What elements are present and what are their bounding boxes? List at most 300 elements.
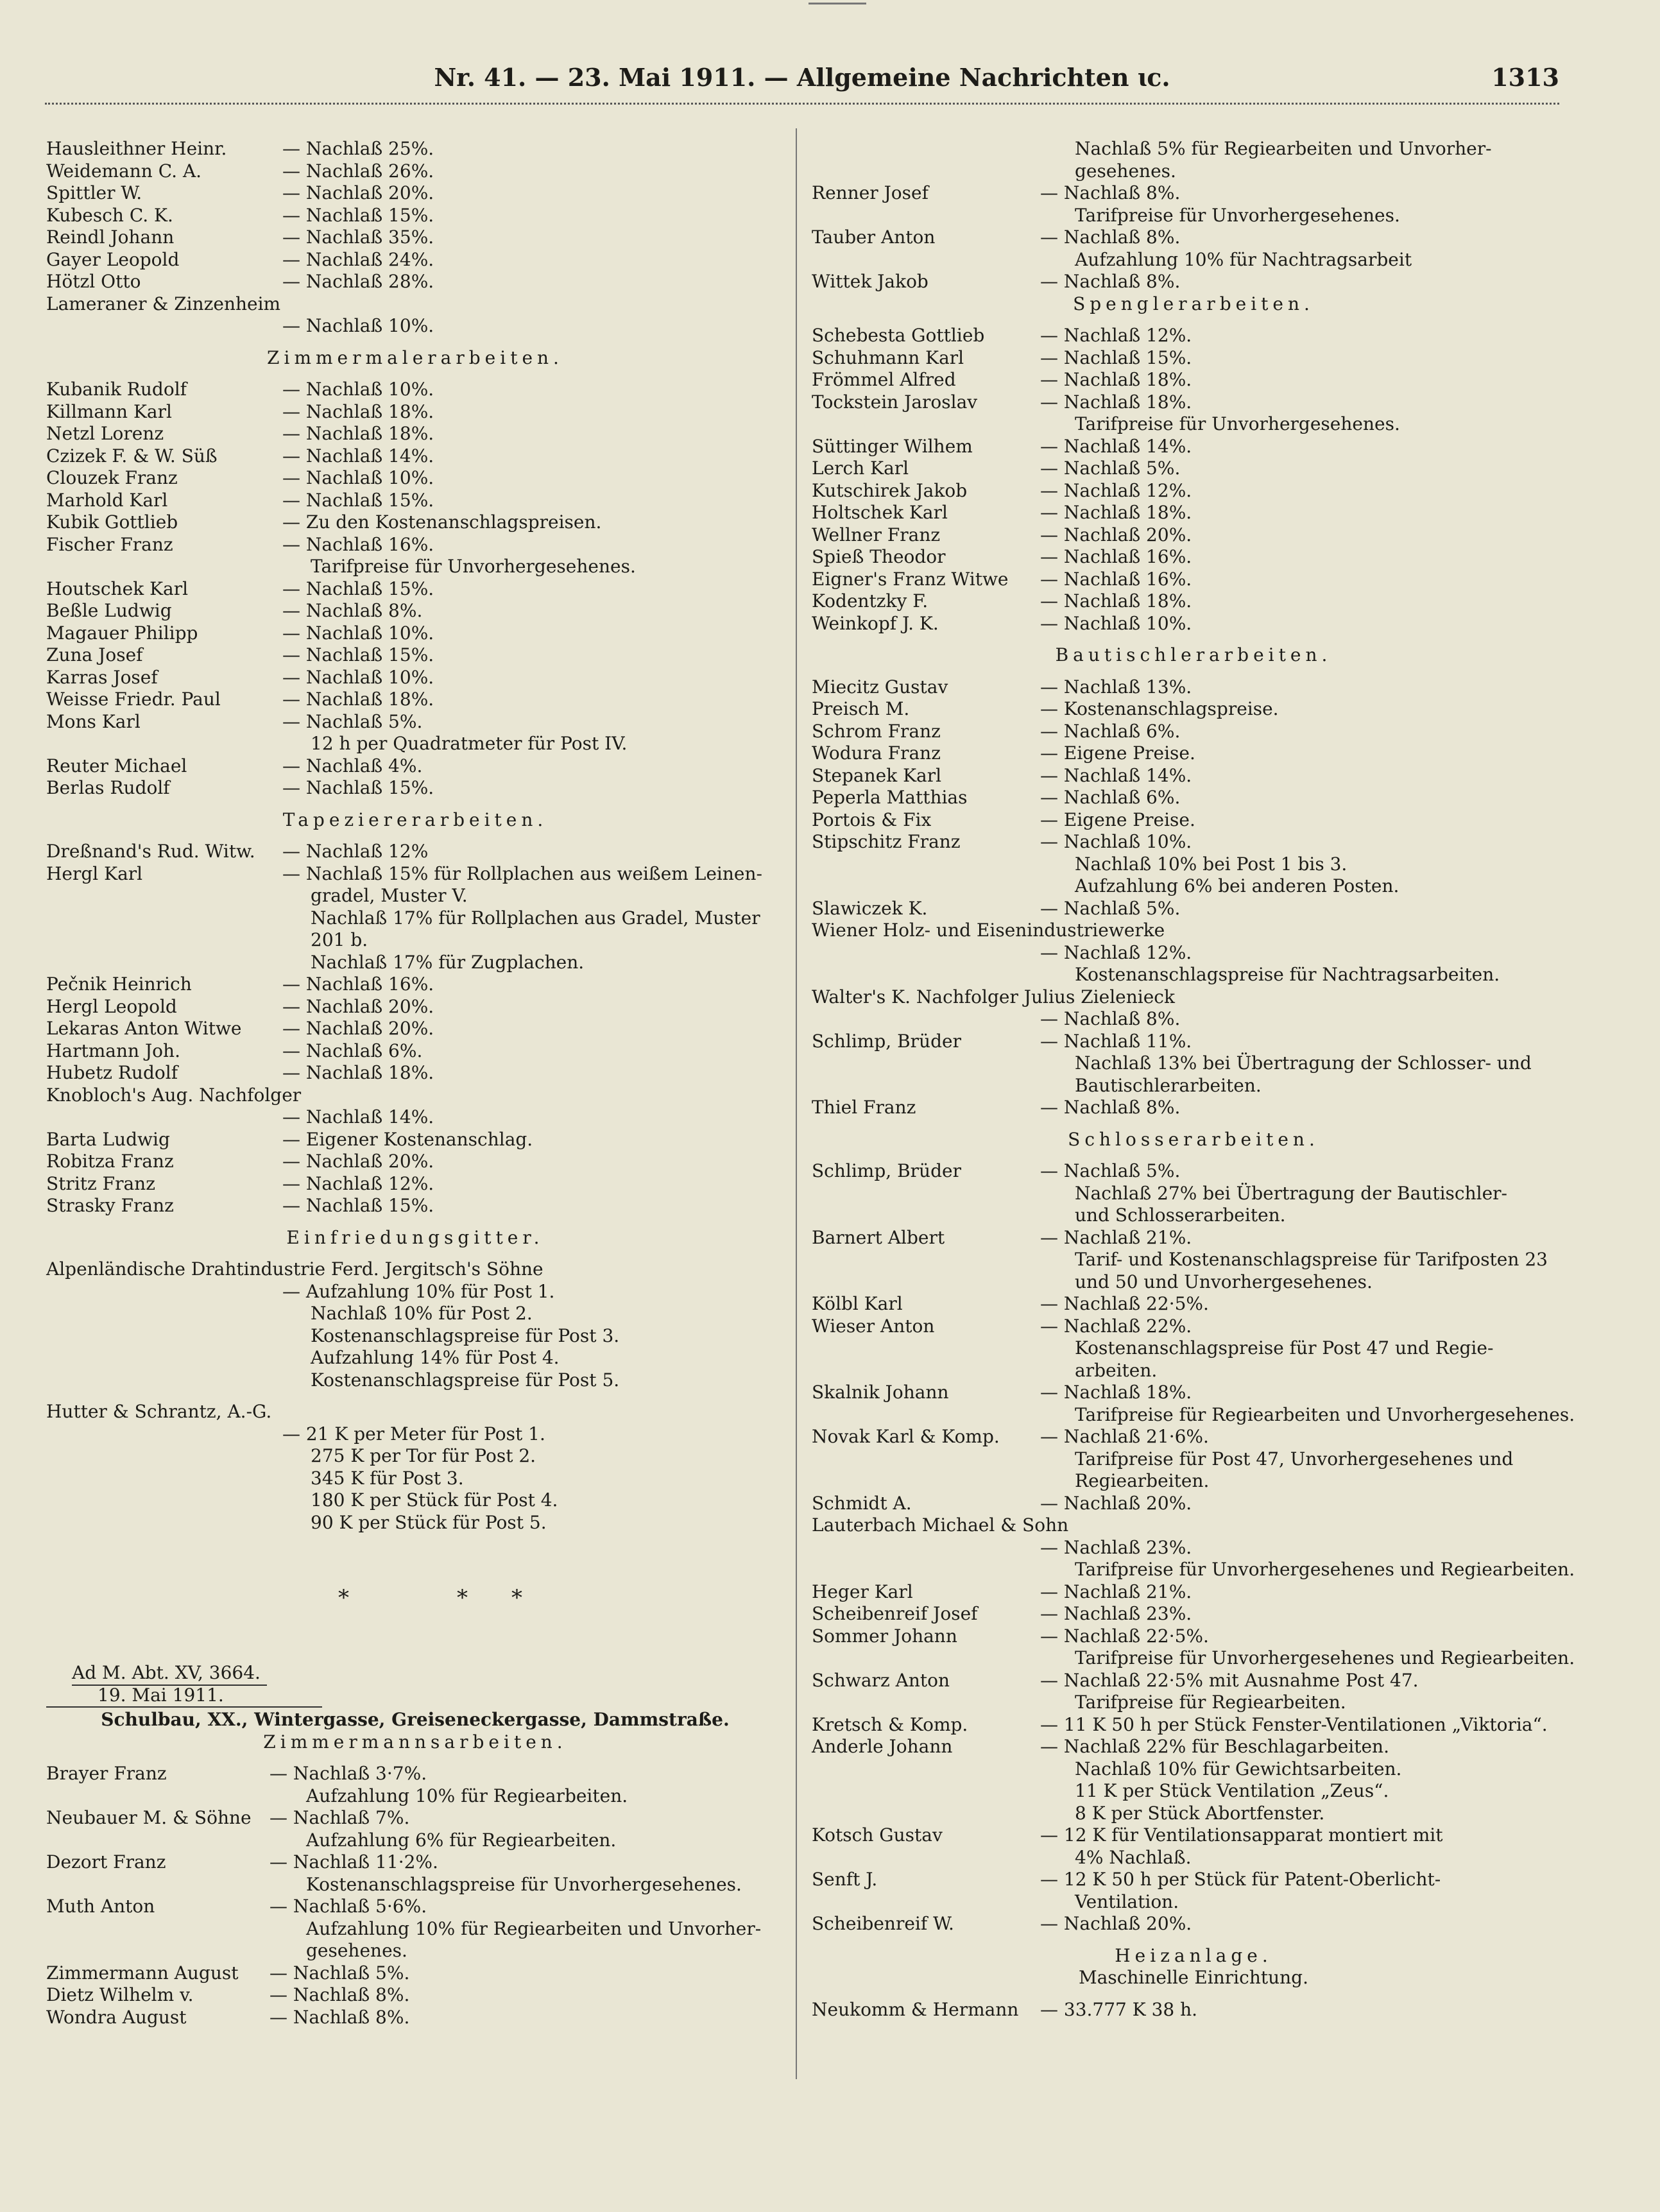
firm-name: Schrom Franz: [812, 720, 941, 742]
entry-line: [812, 1337, 1575, 1360]
entry-line: [812, 325, 1575, 347]
firm-name: Barnert Albert: [812, 1226, 945, 1248]
entry-terms: — Nachlaß 20%.: [282, 1018, 434, 1039]
firm-name: Wiener Holz- und Eisenindustriewerke: [812, 920, 1165, 941]
firm-name: Dreßnand's Rud. Witw.: [46, 841, 255, 862]
entry-terms: — 12 K für Ventilationsapparat montiert mit: [1040, 1824, 1443, 1846]
entry-terms: — Nachlaß 15%.: [282, 644, 434, 665]
firm-name: Lauterbach Michael & Sohn: [812, 1514, 1069, 1536]
entry-line: [46, 182, 784, 205]
spacer: [46, 1217, 784, 1227]
entry-terms: Aufzahlung 10% für Nachtragsarbeit: [1075, 248, 1412, 270]
page-title: Nr. 41. — 23. Mai 1911. — Allgemeine Nachrichten ɩc.: [434, 63, 1170, 92]
entry-line: [812, 1803, 1575, 1825]
entry-line: [812, 249, 1575, 271]
entry-terms: — Nachlaß 10%.: [1040, 831, 1192, 852]
firm-name: Kölbl Karl: [812, 1293, 903, 1314]
firm-name: Hergl Leopold: [46, 995, 177, 1017]
firm-name: Neukomm & Hermann: [812, 1998, 1019, 2020]
star: *: [457, 1585, 468, 1611]
firm-name: Hergl Karl: [46, 862, 143, 884]
entry-line: [812, 1603, 1575, 1625]
entry-line: [46, 973, 784, 996]
entry-terms: — Nachlaß 20%.: [282, 995, 434, 1017]
entry-terms: — Nachlaß 18%.: [282, 400, 434, 422]
firm-name: Hutter & Schrantz, A.-G.: [46, 1401, 272, 1422]
entry-line: [46, 1918, 784, 1941]
firm-name: Wodura Franz: [812, 742, 941, 764]
firm-name: Wellner Franz: [812, 524, 941, 545]
firm-name: Eigner's Franz Witwe: [812, 568, 1009, 590]
entry-line: [812, 369, 1575, 391]
entry-line: [812, 920, 1575, 942]
entry-terms: — Nachlaß 18%.: [1040, 502, 1192, 523]
entry-terms: 345 K für Post 3.: [311, 1467, 464, 1489]
entry-terms: — Nachlaß 11%.: [1040, 1030, 1192, 1052]
firm-name: Fischer Franz: [46, 533, 173, 555]
spacer: [46, 1617, 784, 1662]
entry-line: [812, 1360, 1575, 1382]
entry-terms: Aufzahlung 6% bei anderen Posten.: [1075, 875, 1399, 896]
firm-name: Beßle Ludwig: [46, 600, 172, 621]
entry-terms: — Nachlaß 5%.: [1040, 1160, 1181, 1181]
entry-line: [46, 490, 784, 512]
entry-terms: — Nachlaß 20%.: [1040, 1913, 1192, 1934]
firm-name: Weinkopf J. K.: [812, 612, 939, 634]
entry-line: [46, 1489, 784, 1512]
entry-line: [46, 534, 784, 556]
top-edge-mark: [809, 3, 866, 10]
entry-terms: — Nachlaß 15%.: [282, 777, 434, 798]
entry-line: [812, 1913, 1575, 1935]
entry-terms: — Nachlaß 18%.: [1040, 1382, 1192, 1403]
entry-line: [812, 480, 1575, 502]
entry-line: [812, 1670, 1575, 1692]
entry-terms: — Nachlaß 5%.: [282, 710, 423, 732]
firm-name: Czizek F. & W. Süß: [46, 445, 218, 467]
entry-terms: Tarifpreise für Unvorhergesehenes.: [311, 556, 636, 577]
entry-line: [812, 436, 1575, 458]
entry-line: [46, 1040, 784, 1063]
firm-name: Skalnik Johann: [812, 1382, 949, 1403]
entry-line: [46, 1325, 784, 1348]
entry-line: [812, 1758, 1575, 1781]
page-header: [45, 63, 1559, 101]
entry-terms: — Nachlaß 6%.: [1040, 720, 1181, 742]
firm-name: Spieß Theodor: [812, 546, 946, 567]
spacer: [812, 1989, 1575, 1999]
firm-name: Frömmel Alfred: [812, 369, 956, 390]
section-heading: Tapeziererarbeiten.: [282, 809, 548, 830]
entry-terms: — Nachlaß 15%.: [282, 204, 434, 226]
entry-line: [46, 1830, 784, 1852]
entry-line: [812, 1227, 1575, 1249]
entry-line: [46, 379, 784, 401]
entry-terms: — Nachlaß 18%.: [1040, 391, 1192, 413]
entry-line: [46, 401, 784, 424]
entry-terms: — Nachlaß 18%.: [1040, 369, 1192, 390]
entry-line: [46, 423, 784, 445]
section-heading: Einfriedungsgitter.: [286, 1226, 544, 1248]
entry-terms: Kostenanschlagspreise für Unvorhergesehenes.: [306, 1873, 742, 1895]
firm-name: Slawiczek K.: [812, 897, 928, 919]
entry-line: [812, 853, 1575, 876]
entry-line: [46, 1258, 784, 1281]
entry-terms: Ventilation.: [1075, 1890, 1179, 1912]
entry-line: [46, 1423, 784, 1446]
subsection-heading: Maschinelle Einrichtung.: [1078, 1967, 1308, 1988]
entry-terms: — Nachlaß 15%.: [282, 489, 434, 511]
entry-terms: Nachlaß 10% bei Post 1 bis 3.: [1075, 853, 1348, 875]
entry-terms: gradel, Muster V.: [311, 885, 468, 906]
spacer: [46, 1391, 784, 1401]
entry-line: [812, 1160, 1575, 1183]
entry-terms: — Nachlaß 14%.: [1040, 764, 1192, 786]
entry-terms: — Kostenanschlagspreise.: [1040, 698, 1279, 719]
entry-terms: — 12 K 50 h per Stück für Patent-Oberlicht-: [1040, 1869, 1441, 1890]
entry-line: [812, 391, 1575, 414]
entry-line: [812, 1271, 1575, 1294]
entry-terms: Bautischlerarbeiten.: [1075, 1074, 1262, 1096]
entry-line: [812, 347, 1575, 370]
firm-name: Dietz Wilhelm v.: [46, 1984, 194, 2005]
entry-line: [46, 777, 784, 800]
entry-terms: — Nachlaß 21%.: [1040, 1226, 1192, 1248]
entry-line: [812, 1031, 1575, 1053]
entry-terms: — Aufzahlung 10% für Post 1.: [282, 1280, 555, 1302]
entry-terms: — Nachlaß 15%.: [282, 578, 434, 599]
project-heading: Schulbau, XX., Wintergasse, Greiseneckergasse, Dammstraße.: [101, 1709, 730, 1730]
entry-line: [812, 458, 1575, 480]
spacer: [812, 315, 1575, 325]
firm-name: Strasky Franz: [46, 1195, 174, 1216]
entry-terms: — Nachlaß 8%.: [282, 600, 423, 621]
entry-line: [46, 271, 784, 293]
entry-terms: — Nachlaß 6%.: [282, 1040, 423, 1061]
firm-name: Killmann Karl: [46, 400, 172, 422]
entry-line: [46, 885, 784, 907]
entry-terms: — Nachlaß 5%.: [1040, 897, 1181, 919]
firm-name: Senft J.: [812, 1869, 878, 1890]
entry-line: [812, 1999, 1575, 2021]
entry-terms: — Nachlaß 14%.: [1040, 435, 1192, 457]
entry-terms: — Nachlaß 18%.: [1040, 590, 1192, 612]
entry-line: [812, 502, 1575, 524]
entry-line: [812, 590, 1575, 613]
entry-terms: Aufzahlung 10% für Regiearbeiten.: [306, 1785, 628, 1806]
firm-name: Dezort Franz: [46, 1851, 166, 1873]
firm-name: Kubik Gottlieb: [46, 511, 178, 533]
entry-terms: Nachlaß 10% für Post 2.: [311, 1303, 533, 1324]
firm-name: Hubetz Rudolf: [46, 1062, 178, 1083]
entry-terms: Tarifpreise für Regiearbeiten und Unvorhergesehenes.: [1075, 1403, 1575, 1425]
entry-terms: — Nachlaß 14%.: [282, 1106, 434, 1127]
entry-terms: Nachlaß 13% bei Übertragung der Schlosser- und: [1075, 1052, 1532, 1074]
spacer: [46, 1753, 784, 1763]
entry-terms: Tarif- und Kostenanschlagspreise für Tarifposten 23: [1075, 1249, 1548, 1270]
entry-line: [812, 1514, 1575, 1537]
entry-terms: 12 h per Quadratmeter für Post IV.: [311, 733, 628, 754]
entry-line: [46, 1896, 784, 1918]
entry-terms: — Nachlaß 12%: [282, 841, 429, 862]
entry-line: [46, 929, 784, 952]
entry-line: [46, 160, 784, 183]
entry-terms: 4% Nachlaß.: [1075, 1846, 1192, 1868]
entry-line: [46, 600, 784, 622]
firm-name: Schmidt A.: [812, 1492, 912, 1514]
entry-terms: Nachlaß 10% für Gewichtsarbeiten.: [1075, 1758, 1402, 1779]
firm-name: Robitza Franz: [46, 1151, 174, 1172]
reference-date: [46, 1685, 784, 1707]
entry-line: [812, 831, 1575, 853]
firm-name: Walter's K. Nachfolger Julius Zielenieck: [812, 986, 1175, 1007]
entry-line: [812, 1714, 1575, 1736]
entry-line: [46, 689, 784, 711]
entry-line: [46, 1874, 784, 1896]
spacer: [46, 1534, 784, 1579]
entry-line: [46, 667, 784, 689]
entry-terms: — Nachlaß 22% für Beschlagarbeiten.: [1040, 1736, 1389, 1757]
entry-line: [46, 1303, 784, 1325]
entry-line: [46, 1195, 784, 1217]
entry-line: [812, 160, 1575, 183]
entry-terms: — Nachlaß 23%.: [1040, 1603, 1192, 1624]
entry-terms: — Nachlaß 21%.: [1040, 1581, 1192, 1602]
entry-terms: 275 K per Tor für Post 2.: [311, 1445, 536, 1466]
entry-terms: — Nachlaß 8%.: [1040, 1097, 1181, 1118]
entry-terms: — Nachlaß 10%.: [282, 666, 434, 688]
entry-line: [812, 1869, 1575, 1891]
entry-line: [812, 942, 1575, 965]
entry-terms: — 21 K per Meter für Post 1.: [282, 1423, 545, 1445]
entry-line: [812, 898, 1575, 920]
firm-name: Clouzek Franz: [46, 467, 178, 488]
firm-name: Kubanik Rudolf: [46, 379, 187, 400]
entry-line: [46, 249, 784, 271]
firm-name: Renner Josef: [812, 182, 928, 203]
entry-line: [812, 1692, 1575, 1714]
firm-name: Kodentzky F.: [812, 590, 928, 612]
entry-terms: — Nachlaß 7%.: [270, 1807, 410, 1828]
entry-line: [46, 1151, 784, 1173]
entry-line: [812, 413, 1575, 436]
firm-name: Kubesch C. K.: [46, 204, 173, 226]
entry-terms: — Nachlaß 8%.: [270, 2006, 410, 2028]
entry-terms: — Eigene Preise.: [1040, 809, 1195, 830]
firm-name: Schlimp, Brüder: [812, 1160, 961, 1181]
firm-name: Barta Ludwig: [46, 1128, 170, 1150]
entry-line: [812, 1183, 1575, 1205]
entry-line: [812, 1470, 1575, 1493]
firm-name: Schlimp, Brüder: [812, 1030, 961, 1052]
entry-line: [46, 1445, 784, 1468]
entry-line: [46, 556, 784, 578]
entry-line: [46, 1940, 784, 1962]
firm-name: Anderle Johann: [812, 1736, 953, 1757]
firm-name: Knobloch's Aug. Nachfolger: [46, 1084, 302, 1106]
entry-line: [46, 205, 784, 227]
firm-name: Muth Anton: [46, 1896, 155, 1917]
entry-terms: — Nachlaß 14%.: [282, 445, 434, 467]
star: *: [511, 1585, 522, 1611]
entry-terms: — Nachlaß 20%.: [282, 1151, 434, 1172]
entry-line: [46, 1401, 784, 1423]
entry-line: [812, 1448, 1575, 1471]
entry-line: [812, 1097, 1575, 1119]
entry-line: [812, 787, 1575, 809]
firm-name: Kretsch & Komp.: [812, 1713, 968, 1735]
entry-terms: — Nachlaß 20%.: [282, 182, 434, 203]
firm-name: Karras Josef: [46, 666, 158, 688]
entry-line: [46, 315, 784, 338]
firm-name: Kutschirek Jakob: [812, 479, 968, 501]
entry-line: [812, 1404, 1575, 1427]
firm-name: Scheibenreif Josef: [812, 1603, 978, 1624]
entry-line: [812, 698, 1575, 721]
entry-line: [46, 1018, 784, 1040]
entry-line: [46, 733, 784, 755]
entry-line: [812, 613, 1575, 635]
entry-line: [812, 809, 1575, 832]
entry-terms: — Nachlaß 16%.: [1040, 568, 1192, 590]
firm-name: Lameraner & Zinzenheim: [46, 293, 281, 314]
firm-name: Lekaras Anton Witwe: [46, 1018, 242, 1039]
firm-name: Novak Karl & Komp.: [812, 1426, 1000, 1447]
entry-terms: — Nachlaß 12%.: [1040, 941, 1192, 963]
entry-terms: — Nachlaß 18%.: [282, 689, 434, 710]
header-rule: [45, 103, 1559, 105]
entry-terms: — Nachlaß 4%.: [282, 755, 423, 776]
entry-terms: — Nachlaß 15%.: [1040, 347, 1192, 368]
entry-terms: Tarifpreise für Post 47, Unvorhergesehenes und: [1075, 1448, 1514, 1470]
entry-terms: — Nachlaß 5%.: [1040, 458, 1181, 479]
entry-terms: — Nachlaß 18%.: [282, 423, 434, 444]
entry-line: [812, 1581, 1575, 1604]
entry-terms: Tarifpreise für Unvorhergesehenes.: [1075, 413, 1400, 434]
firm-name: Zimmermann August: [46, 1962, 239, 1984]
firm-name: Alpenländische Drahtindustrie Ferd. Jergitsch's Söhne: [46, 1258, 543, 1280]
entry-terms: gesehenes.: [306, 1940, 407, 1961]
entry-terms: — Nachlaß 35%.: [282, 227, 434, 248]
firm-name: Reuter Michael: [46, 755, 187, 776]
entry-line: [812, 546, 1575, 569]
firm-name: Netzl Lorenz: [46, 423, 164, 444]
entry-terms: — Nachlaß 15%.: [282, 1195, 434, 1216]
left-entry-list: [46, 138, 784, 1534]
entry-terms: — Nachlaß 8%.: [1040, 271, 1181, 292]
firm-name: Sommer Johann: [812, 1625, 957, 1647]
firm-name: Berlas Rudolf: [46, 777, 170, 798]
firm-name: Miecitz Gustav: [812, 676, 948, 698]
entry-terms: — Nachlaß 10%.: [282, 467, 434, 488]
entry-line: [812, 986, 1575, 1009]
entry-terms: — 11 K 50 h per Stück Fenster-Ventilationen „Viktoria“.: [1040, 1713, 1548, 1735]
section-heading: Heizanlage.: [1115, 1944, 1272, 1966]
section-stars: [46, 1579, 784, 1617]
firm-name: Heger Karl: [812, 1581, 913, 1602]
firm-name: Weidemann C. A.: [46, 160, 202, 182]
entry-line: [46, 293, 784, 316]
entry-line: [46, 138, 784, 160]
entry-line: [46, 1468, 784, 1490]
firm-name: Portois & Fix: [812, 809, 932, 830]
entry-line: [812, 138, 1575, 160]
entry-line: [46, 578, 784, 601]
entry-line: [46, 227, 784, 249]
entry-line: [812, 742, 1575, 765]
entry-terms: Tarifpreise für Unvorhergesehenes.: [1075, 204, 1400, 226]
spacer: [46, 338, 784, 347]
firm-name: Hötzl Otto: [46, 271, 141, 292]
entry-line: [812, 1293, 1575, 1316]
left-column: [46, 138, 784, 2028]
right-entry-list: [812, 138, 1575, 2021]
entry-terms: 90 K per Stück für Post 5.: [311, 1511, 547, 1533]
firm-name: Reindl Johann: [46, 227, 175, 248]
spacer: [46, 369, 784, 379]
entry-terms: — Eigener Kostenanschlag.: [282, 1128, 533, 1150]
firm-name: Thiel Franz: [812, 1097, 916, 1118]
firm-name: Hausleithner Heinr.: [46, 138, 227, 159]
section-heading: Bautischlerarbeiten.: [1055, 644, 1332, 665]
firm-name: Peperla Matthias: [812, 787, 968, 808]
entry-terms: — Nachlaß 13%.: [1040, 676, 1192, 698]
entry-terms: Kostenanschlagspreise für Post 5.: [311, 1369, 620, 1391]
entry-line: [812, 569, 1575, 591]
entry-terms: — Nachlaß 16%.: [282, 533, 434, 555]
entry-terms: und Schlosserarbeiten.: [1075, 1205, 1286, 1226]
entry-line: [812, 1249, 1575, 1271]
entry-terms: 180 K per Stück für Post 4.: [311, 1489, 558, 1511]
firm-name: Schwarz Anton: [812, 1669, 950, 1691]
entry-terms: — Nachlaß 8%.: [270, 1984, 410, 2005]
firm-name: Brayer Franz: [46, 1763, 167, 1784]
spacer: [46, 800, 784, 809]
entry-terms: Nachlaß 17% für Zugplachen.: [311, 951, 585, 973]
entry-line: [812, 1008, 1575, 1031]
entry-line: [46, 644, 784, 667]
firm-name: Stipschitz Franz: [812, 831, 961, 852]
firm-name: Kotsch Gustav: [812, 1824, 943, 1846]
entry-terms: — Nachlaß 24%.: [282, 248, 434, 270]
entry-line: [46, 863, 784, 886]
entry-line: [46, 1347, 784, 1369]
entry-terms: — Nachlaß 23%.: [1040, 1536, 1192, 1558]
entry-terms: Nachlaß 5% für Regiearbeiten und Unvorher-: [1075, 138, 1492, 159]
entry-terms: 201 b.: [311, 929, 368, 950]
right-column: [812, 138, 1575, 2021]
spacer: [812, 1119, 1575, 1129]
reference-line: Ad M. Abt. XV, 3664.: [72, 1662, 267, 1686]
firm-name: Gayer Leopold: [46, 248, 180, 270]
entry-line: [812, 1625, 1575, 1648]
firm-name: Wittek Jakob: [812, 271, 928, 292]
section-heading: Spenglerarbeiten.: [1073, 293, 1314, 314]
spacer: [812, 1151, 1575, 1160]
firm-name: Hartmann Joh.: [46, 1040, 180, 1061]
firm-name: Wieser Anton: [812, 1315, 935, 1337]
firm-name: Magauer Philipp: [46, 622, 198, 644]
entry-line: [46, 445, 784, 468]
reference-number: [46, 1662, 784, 1685]
entry-line: [812, 227, 1575, 249]
entry-terms: — Nachlaß 10%.: [1040, 612, 1192, 634]
entry-line: [812, 1780, 1575, 1803]
page-number: 1313: [1491, 63, 1559, 92]
firm-name: Holtschek Karl: [812, 502, 948, 523]
spacer: [812, 635, 1575, 644]
entry-terms: — Nachlaß 8%.: [1040, 227, 1181, 248]
